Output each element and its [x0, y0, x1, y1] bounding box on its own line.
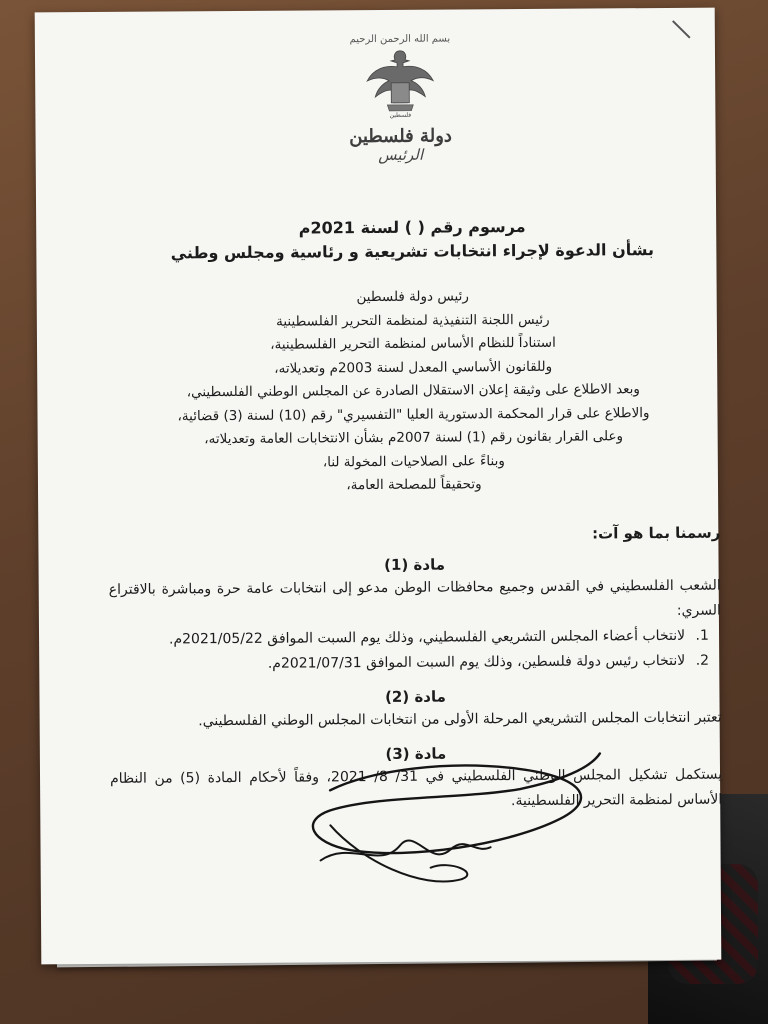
- article-2-title: مادة (2): [384, 687, 446, 706]
- office-name: الرئيس: [378, 145, 424, 164]
- page-corner-crease: [672, 20, 690, 38]
- decree-body: [106, 214, 722, 817]
- decree-phrase: رسمنا بما هو آت:: [592, 523, 721, 543]
- list-item: 2. لانتخاب رئيس دولة فلسطين، وذلك يوم السبت الموافق 2021/07/31م.: [109, 648, 691, 677]
- preamble-line: والاطلاع على قرار المحكمة الدستورية العليا "التفسيري" رقم (10) لسنة (3) قضائية،: [177, 404, 650, 424]
- article-1-text: الشعب الفلسطيني في القدس وجميع محافظات الوطن مدعو إلى انتخابات عامة حرة ومباشرة بالاقتراع السري:: [108, 577, 721, 619]
- preamble-line: وتحقيقاً للمصلحة العامة،: [346, 476, 482, 494]
- eagle-emblem-icon: [335, 46, 466, 125]
- state-name: دولة فلسطين: [349, 125, 452, 148]
- letterhead: [335, 33, 466, 204]
- decree-number: مرسوم رقم ( ) لسنة 2021م: [298, 216, 526, 238]
- preamble-line: رئيس دولة فلسطين: [356, 288, 469, 306]
- basmala-text: بسم الله الرحمن الرحيم: [349, 33, 451, 46]
- preamble-line: وبعد الاطلاع على وثيقة إعلان الاستقلال الصادرة عن المجلس الوطني الفلسطيني،: [186, 381, 640, 401]
- list-item: 1. لانتخاب أعضاء المجلس التشريعي الفلسطيني، وذلك يوم السبت الموافق 2021/05/22م.: [109, 623, 691, 652]
- signature-icon: [290, 748, 611, 900]
- preamble-line: رئيس اللجنة التنفيذية لمنظمة التحرير الفلسطينية: [276, 311, 550, 330]
- decree-subject: بشأن الدعوة لإجراء انتخابات تشريعية و رئاسية ومجلس وطني: [170, 240, 655, 263]
- preamble-line: وبناءً على الصلاحيات المخولة لنا،: [322, 452, 505, 470]
- emblem-scroll-text: فلسطين: [389, 111, 412, 119]
- article-3-title: مادة (3): [385, 744, 447, 763]
- preamble-line: وللقانون الأساسي المعدل لسنة 2003م وتعديلاته،: [274, 358, 553, 377]
- preamble: [107, 284, 720, 500]
- article-2-text: تعتبر انتخابات المجلس التشريعي المرحلة الأولى من انتخابات المجلس الوطني الفلسطيني.: [198, 709, 722, 729]
- article-1-list: [109, 623, 721, 677]
- preamble-line: وعلى القرار بقانون رقم (1) لسنة 2007م بشأن الانتخابات العامة وتعديلاته،: [204, 428, 624, 448]
- preamble-line: استناداً للنظام الأساس لمنظمة التحرير الفلسطينية،: [270, 334, 556, 353]
- article-1-title: مادة (1): [384, 555, 446, 574]
- document-page: [35, 8, 722, 965]
- article-3-text: يستكمل تشكيل المجلس الوطني الفلسطيني في 31/ 8/ 2021، وفقاً لأحكام المادة (5) من النظام الأساس لمنظمة التحرير الفلسطينية.: [109, 766, 723, 809]
